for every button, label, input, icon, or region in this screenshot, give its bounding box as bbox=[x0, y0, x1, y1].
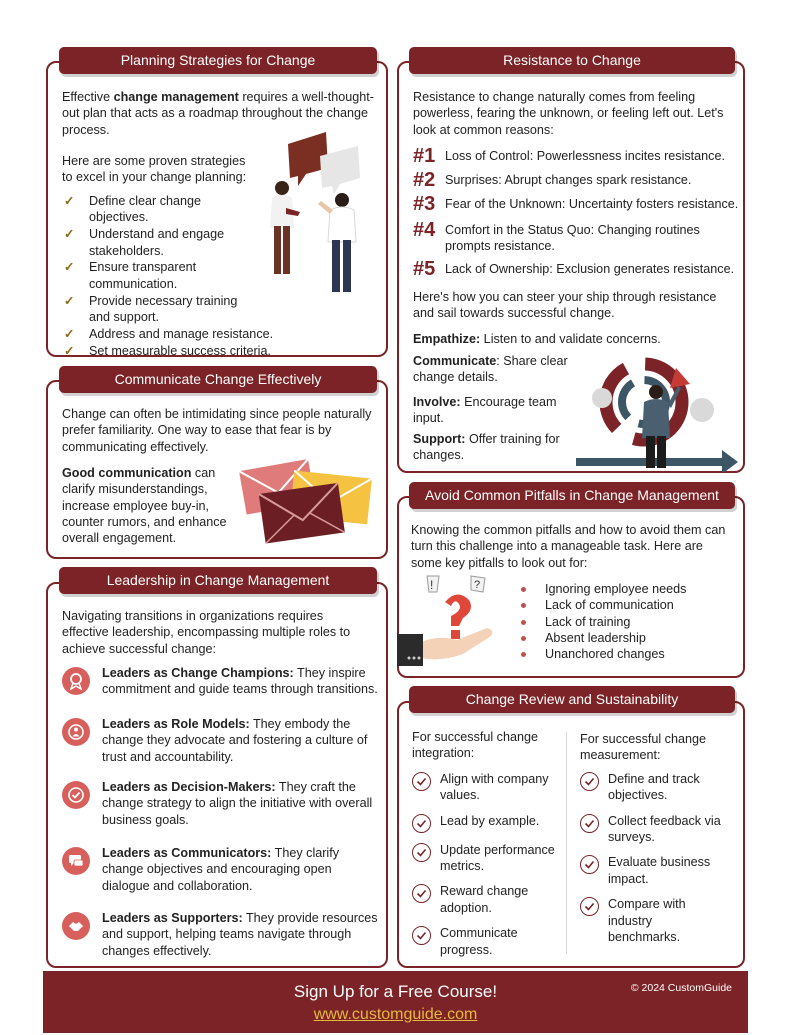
check-icon: ✓ bbox=[64, 260, 75, 275]
list-item: ✓ Ensure transparent communication. bbox=[64, 260, 197, 291]
ribbon-icon bbox=[62, 667, 90, 695]
review-right-heading: For successful change measurement: bbox=[580, 732, 706, 763]
tip-involve: Involve: Encourage team input. bbox=[413, 395, 557, 426]
bullet-dot bbox=[521, 636, 526, 641]
reason-4: #4 Comfort in the Status Quo: Changing routines prompts resistance. bbox=[413, 219, 700, 254]
check-icon: ✓ bbox=[64, 343, 75, 358]
check-circle-icon bbox=[580, 814, 599, 833]
reason-2: #2 Surprises: Abrupt changes spark resistance. bbox=[413, 169, 692, 191]
planning-intro: Effective change management requires a well-thought-out plan that acts as a roadmap throughout the change process. bbox=[62, 90, 374, 137]
list-item: Evaluate business impact. bbox=[580, 854, 735, 887]
list-item: Update performance metrics. bbox=[412, 842, 562, 875]
hand-question-mark-illustration bbox=[397, 572, 501, 672]
list-item: Compare with industry benchmarks. bbox=[580, 896, 735, 945]
check-circle-icon bbox=[412, 814, 431, 833]
pitfalls-intro: Knowing the common pitfalls and how to avoid them can turn this challenge into a manageable task. Here are some key pitfalls to look out for: bbox=[411, 523, 726, 570]
check-circle-icon bbox=[580, 855, 599, 874]
check-icon: ✓ bbox=[64, 326, 75, 341]
bullet-dot bbox=[521, 652, 526, 657]
copyright: © 2024 CustomGuide bbox=[630, 982, 732, 994]
check-circle-icon bbox=[580, 772, 599, 791]
role-change-champions: Leaders as Change Champions: They inspire commitment and guide teams through transitions. bbox=[62, 665, 380, 698]
resistance-title: Resistance to Change bbox=[409, 47, 735, 74]
two-people-talking-illustration bbox=[258, 130, 368, 300]
envelopes-illustration bbox=[236, 455, 376, 545]
check-circle-icon bbox=[412, 926, 431, 945]
check-circle-icon bbox=[412, 884, 431, 903]
reason-1: #1 Loss of Control: Powerlessness incites resistance. bbox=[413, 145, 725, 167]
pitfalls-list bbox=[521, 581, 721, 663]
role-decision-makers: Leaders as Decision-Makers: They craft the change strategy to align the initiative with overall business goals. bbox=[62, 779, 380, 828]
resistance-steer: Here's how you can steer your ship through resistance and sail towards successful change. bbox=[413, 290, 717, 321]
planning-strategy-list bbox=[62, 193, 287, 360]
check-circle-icon bbox=[580, 897, 599, 916]
leadership-intro: Navigating transitions in organizations requires effective leadership, encompassing multiple roles to achieve successful change: bbox=[62, 609, 351, 656]
check-circle-icon bbox=[412, 843, 431, 862]
check-icon: ✓ bbox=[64, 194, 75, 208]
list-item: Collect feedback via surveys. bbox=[580, 813, 735, 846]
list-item: ✓ Set measurable success criteria. bbox=[64, 343, 271, 358]
list-item: Align with company values. bbox=[412, 771, 562, 804]
list-item: Communicate progress. bbox=[412, 925, 562, 958]
bullet-dot bbox=[521, 620, 526, 625]
svg-text:!: ! bbox=[430, 578, 434, 592]
review-integration-list bbox=[412, 771, 562, 967]
planning-strategies-intro: Here are some proven strategies to excel in your change planning: bbox=[62, 154, 247, 185]
review-left-heading: For successful change integration: bbox=[412, 730, 538, 761]
change-management-term: change management bbox=[113, 90, 239, 104]
communicate-intro: Change can often be intimidating since people naturally prefer familiarity. One way to ease that fear is by communicating effectively. bbox=[62, 407, 372, 454]
list-item: ✓ Provide necessary training and support. bbox=[64, 293, 238, 325]
communicate-body: Good communication can clarify misunderstandings, increase employee buy-in, counter rumors, and enhance overall engagement. bbox=[62, 466, 227, 546]
list-item: ✓ Define clear change objectives. bbox=[64, 194, 202, 225]
tip-support: Support: Offer training for changes. bbox=[413, 432, 560, 463]
svg-text:?: ? bbox=[474, 579, 481, 591]
list-item: ✓ Address and manage resistance. bbox=[64, 326, 274, 341]
tip-communicate: Communicate: Share clear change details. bbox=[413, 354, 568, 385]
bullet-dot bbox=[521, 587, 526, 592]
list-item: ✓ Understand and engage stakeholders. bbox=[64, 227, 225, 258]
footer-banner bbox=[43, 971, 748, 1033]
role-role-models: Leaders as Role Models: They embody the change they advocate and fostering a culture of trust and accountability. bbox=[62, 716, 380, 765]
review-measurement-list bbox=[580, 771, 735, 954]
check-icon: ✓ bbox=[64, 293, 75, 308]
check-badge-icon bbox=[62, 781, 90, 809]
tip-empathize: Empathize: Listen to and validate concerns. bbox=[413, 332, 661, 346]
planning-title: Planning Strategies for Change bbox=[59, 47, 377, 74]
chat-icon bbox=[62, 847, 90, 875]
cycle-arrows-illustration bbox=[572, 350, 742, 472]
list-item: Absent leadership bbox=[521, 630, 721, 646]
list-item: Lead by example. bbox=[412, 813, 562, 833]
role-communicators: Leaders as Communicators: They clarify change objectives and encouraging open dialogue and collaboration. bbox=[62, 845, 380, 894]
role-supporters: Leaders as Supporters: They provide resources and support, helping teams navigate through changes effectively. bbox=[62, 910, 380, 959]
bullet-dot bbox=[521, 603, 526, 608]
review-divider bbox=[566, 732, 567, 954]
check-icon: ✓ bbox=[64, 227, 75, 242]
reason-3: #3 Fear of the Unknown: Uncertainty fosters resistance. bbox=[413, 193, 739, 215]
pitfalls-title: Avoid Common Pitfalls in Change Management bbox=[409, 482, 735, 509]
list-item: Reward change adoption. bbox=[412, 883, 562, 916]
list-item: Lack of communication bbox=[521, 597, 721, 613]
review-title: Change Review and Sustainability bbox=[409, 686, 735, 713]
list-item: Define and track objectives. bbox=[580, 771, 735, 804]
list-item: Lack of training bbox=[521, 614, 721, 630]
leadership-title: Leadership in Change Management bbox=[59, 567, 377, 594]
list-item: Ignoring employee needs bbox=[521, 581, 721, 597]
person-icon bbox=[62, 718, 90, 746]
communicate-title: Communicate Change Effectively bbox=[59, 366, 377, 393]
reason-5: #5 Lack of Ownership: Exclusion generates resistance. bbox=[413, 258, 735, 280]
resistance-intro: Resistance to change naturally comes from feeling powerless, fearing the unknown, or feeling left out. Let's look at common reasons: bbox=[413, 90, 724, 137]
signup-cta: Sign Up for a Free Course! bbox=[293, 982, 498, 1001]
check-circle-icon bbox=[412, 772, 431, 791]
website-link[interactable]: www.customguide.com bbox=[313, 1006, 478, 1023]
list-item: Unanchored changes bbox=[521, 646, 721, 662]
handshake-icon bbox=[62, 912, 90, 940]
